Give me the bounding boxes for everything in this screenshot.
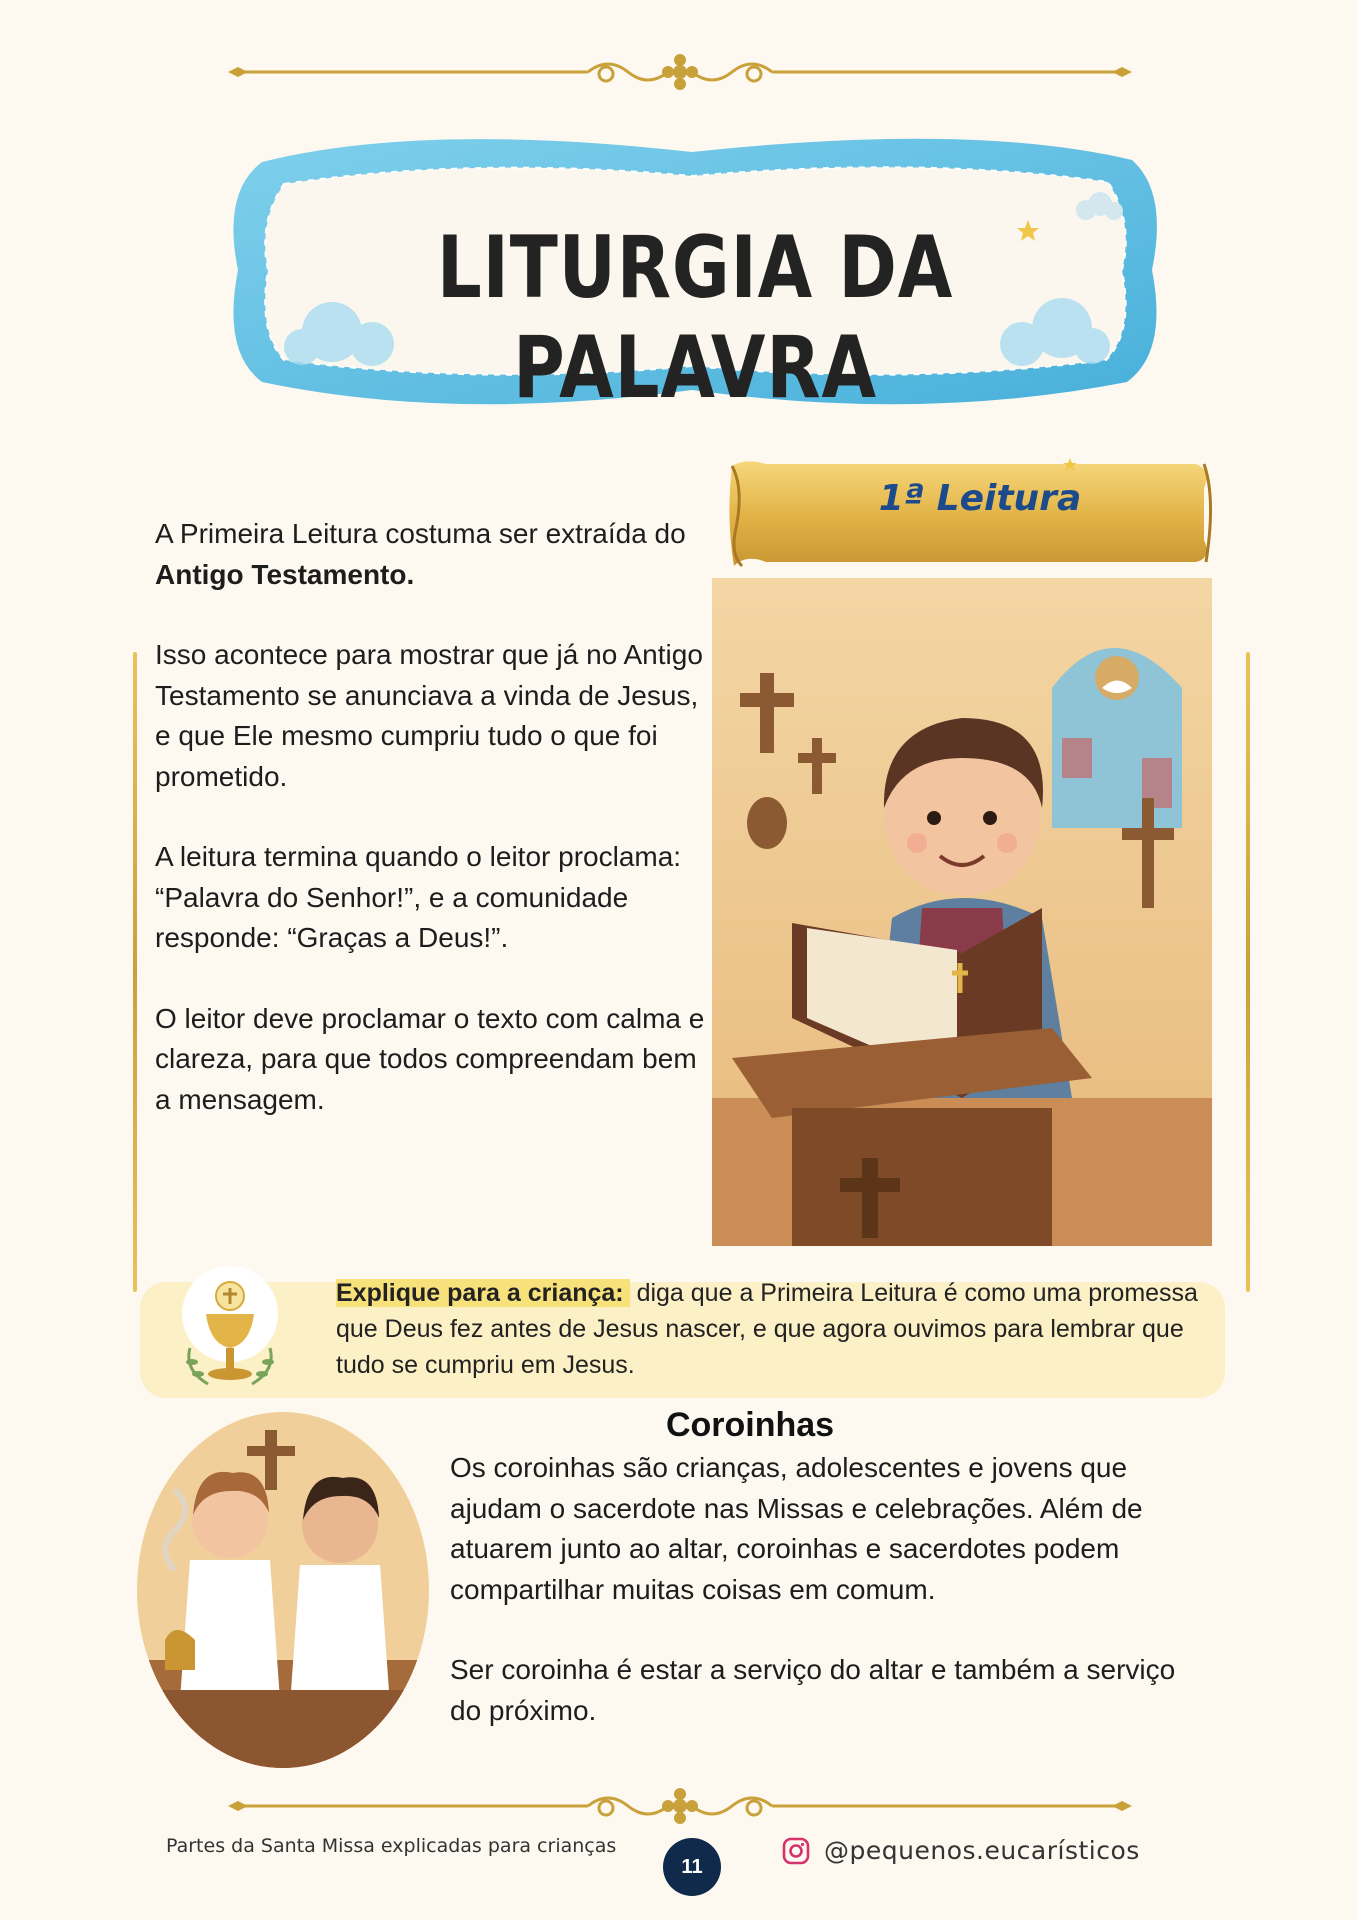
chalice-icon <box>168 1258 292 1398</box>
coroinhas-paragraph-1: Os coroinhas são crianças, adolescentes e jovens que ajudam o sacerdote nas Missas e celebrações. Além de atuarem junto ao altar, coroinhas e sacerdotes podem compartilhar muitas coisas em comum. <box>450 1452 1143 1605</box>
main-text-block <box>155 514 715 1160</box>
paragraph-1-text: A Primeira Leitura costuma ser extraída do <box>155 518 686 549</box>
instagram-icon <box>782 1837 810 1865</box>
right-gold-line <box>1246 652 1250 1292</box>
coroinhas-title: Coroinhas <box>665 1406 835 1444</box>
ribbon-label: 1ª Leitura <box>878 478 1082 519</box>
coroinhas-text-block <box>450 1448 1210 1771</box>
footer-handle: @pequenos.eucarísticos <box>824 1836 1140 1865</box>
tip-body: diga que a Primeira Leitura é como uma promessa que Deus fez antes de Jesus nascer, e que agora ouvimos para lembrar que tudo se cumpriu em Jesus. <box>336 1279 1198 1379</box>
tip-label: Explique para a criança: <box>336 1279 630 1307</box>
paragraph-4: O leitor deve proclamar o texto com calma e clareza, para que todos compreendam bem a mensagem. <box>155 1002 705 1115</box>
tip-text <box>336 1275 1216 1383</box>
paragraph-1-bold: Antigo Testamento. <box>155 558 415 590</box>
bottom-ornament-divider <box>228 1786 1132 1826</box>
left-gold-line <box>133 652 137 1292</box>
paragraph-2: Isso acontece para mostrar que já no Antigo Testamento se anunciava a vinda de Jesus, e que Ele mesmo cumpriu tudo o que foi prometido. <box>155 639 703 792</box>
coroinhas-paragraph-2: Ser coroinha é estar a serviço do altar e também a serviço do próximo. <box>450 1654 1176 1726</box>
paragraph-1 <box>155 514 715 595</box>
paragraph-3: A leitura termina quando o leitor proclama: “Palavra do Senhor!”, e a comunidade responde: “Graças a Deus!”. <box>155 841 682 953</box>
page-number-badge: 11 <box>663 1838 721 1896</box>
reader-illustration <box>712 578 1212 1246</box>
page-title: LITURGIA DA PALAVRA <box>436 218 954 418</box>
altar-servers-illustration <box>135 1410 431 1770</box>
footer-social[interactable] <box>782 1836 1140 1865</box>
top-ornament-divider <box>228 52 1132 92</box>
footer-book-title: Partes da Santa Missa explicadas para crianças <box>166 1835 617 1857</box>
